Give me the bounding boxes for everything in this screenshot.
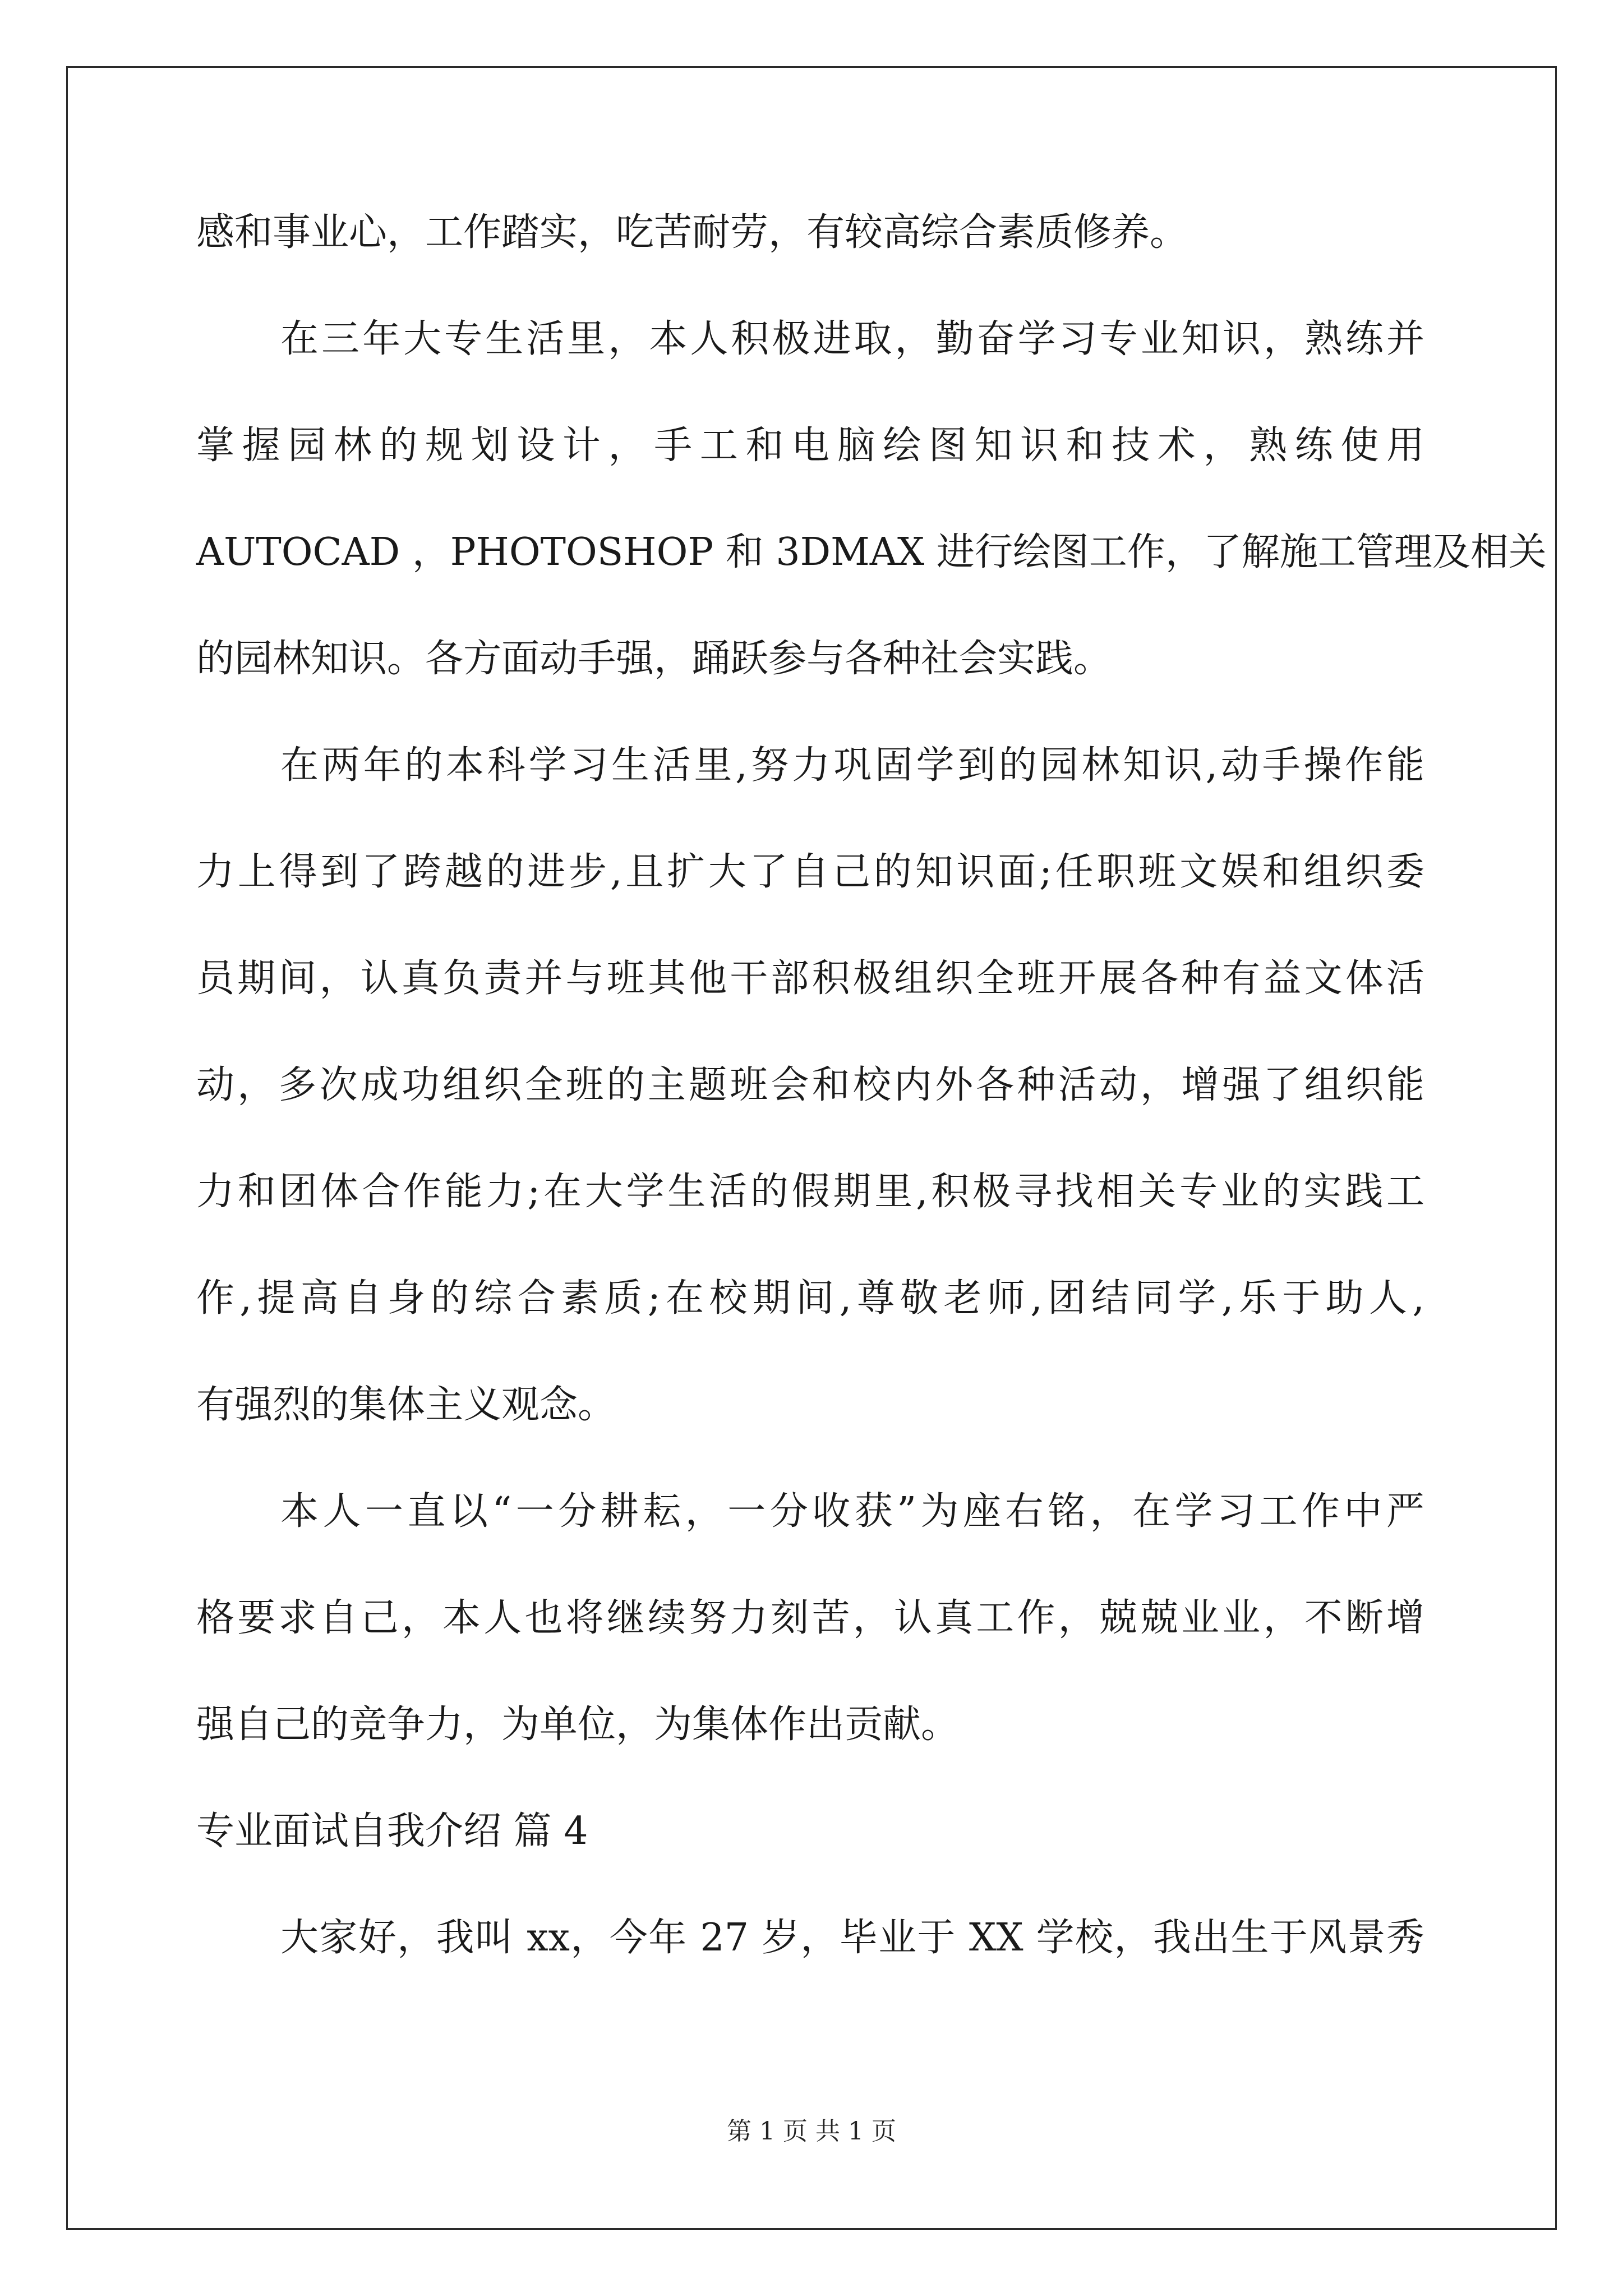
page-number-footer: 第 1 页 共 1 页 bbox=[727, 2117, 896, 2146]
text-line-6: 在两年的本科学习生活里,努力巩固学到的园林知识,动手操作能 bbox=[280, 743, 1424, 788]
section-heading: 专业面试自我介绍 篇 4 bbox=[196, 1809, 588, 1853]
text-line-3: 掌握园林的规划设计，手工和电脑绘图知识和技术，熟练使用 bbox=[196, 424, 1424, 468]
text-line-11: 作,提高自身的综合素质;在校期间,尊敬老师,团结同学,乐于助人, bbox=[196, 1276, 1424, 1320]
text-line-17: 大家好，我叫 xx，今年 27 岁，毕业于 XX 学校，我出生于风景秀 bbox=[280, 1916, 1424, 1960]
page-border bbox=[66, 66, 1557, 2230]
text-line-8: 员期间，认真负责并与班其他干部积极组织全班开展各种有益文体活 bbox=[196, 956, 1424, 1001]
text-line-2: 在三年大专生活里，本人积极进取，勤奋学习专业知识，熟练并 bbox=[280, 317, 1424, 361]
text-line-14: 格要求自己，本人也将继续努力刻苦，认真工作，兢兢业业，不断增 bbox=[196, 1596, 1424, 1640]
text-line-9: 动，多次成功组织全班的主题班会和校内外各种活动，增强了组织能 bbox=[196, 1063, 1424, 1107]
text-line-7: 力上得到了跨越的进步,且扩大了自己的知识面;任职班文娱和组织委 bbox=[196, 850, 1424, 894]
text-line-10: 力和团体合作能力;在大学生活的假期里,积极寻找相关专业的实践工 bbox=[196, 1170, 1424, 1214]
text-line-5: 的园林知识。各方面动手强，踊跃参与各种社会实践。 bbox=[196, 637, 1112, 681]
text-line-15: 强自己的竞争力，为单位，为集体作出贡献。 bbox=[196, 1703, 960, 1747]
text-line-1: 感和事业心，工作踏实，吃苦耐劳，有较高综合素质修养。 bbox=[196, 210, 1188, 255]
text-line-12: 有强烈的集体主义观念。 bbox=[196, 1383, 616, 1427]
text-line-13: 本人一直以“一分耕耘，一分收获”为座右铭，在学习工作中严 bbox=[280, 1489, 1424, 1534]
text-line-4: AUTOCAD ，PHOTOSHOP 和 3DMAX 进行绘图工作，了解施工管理及相关 bbox=[196, 530, 1547, 574]
